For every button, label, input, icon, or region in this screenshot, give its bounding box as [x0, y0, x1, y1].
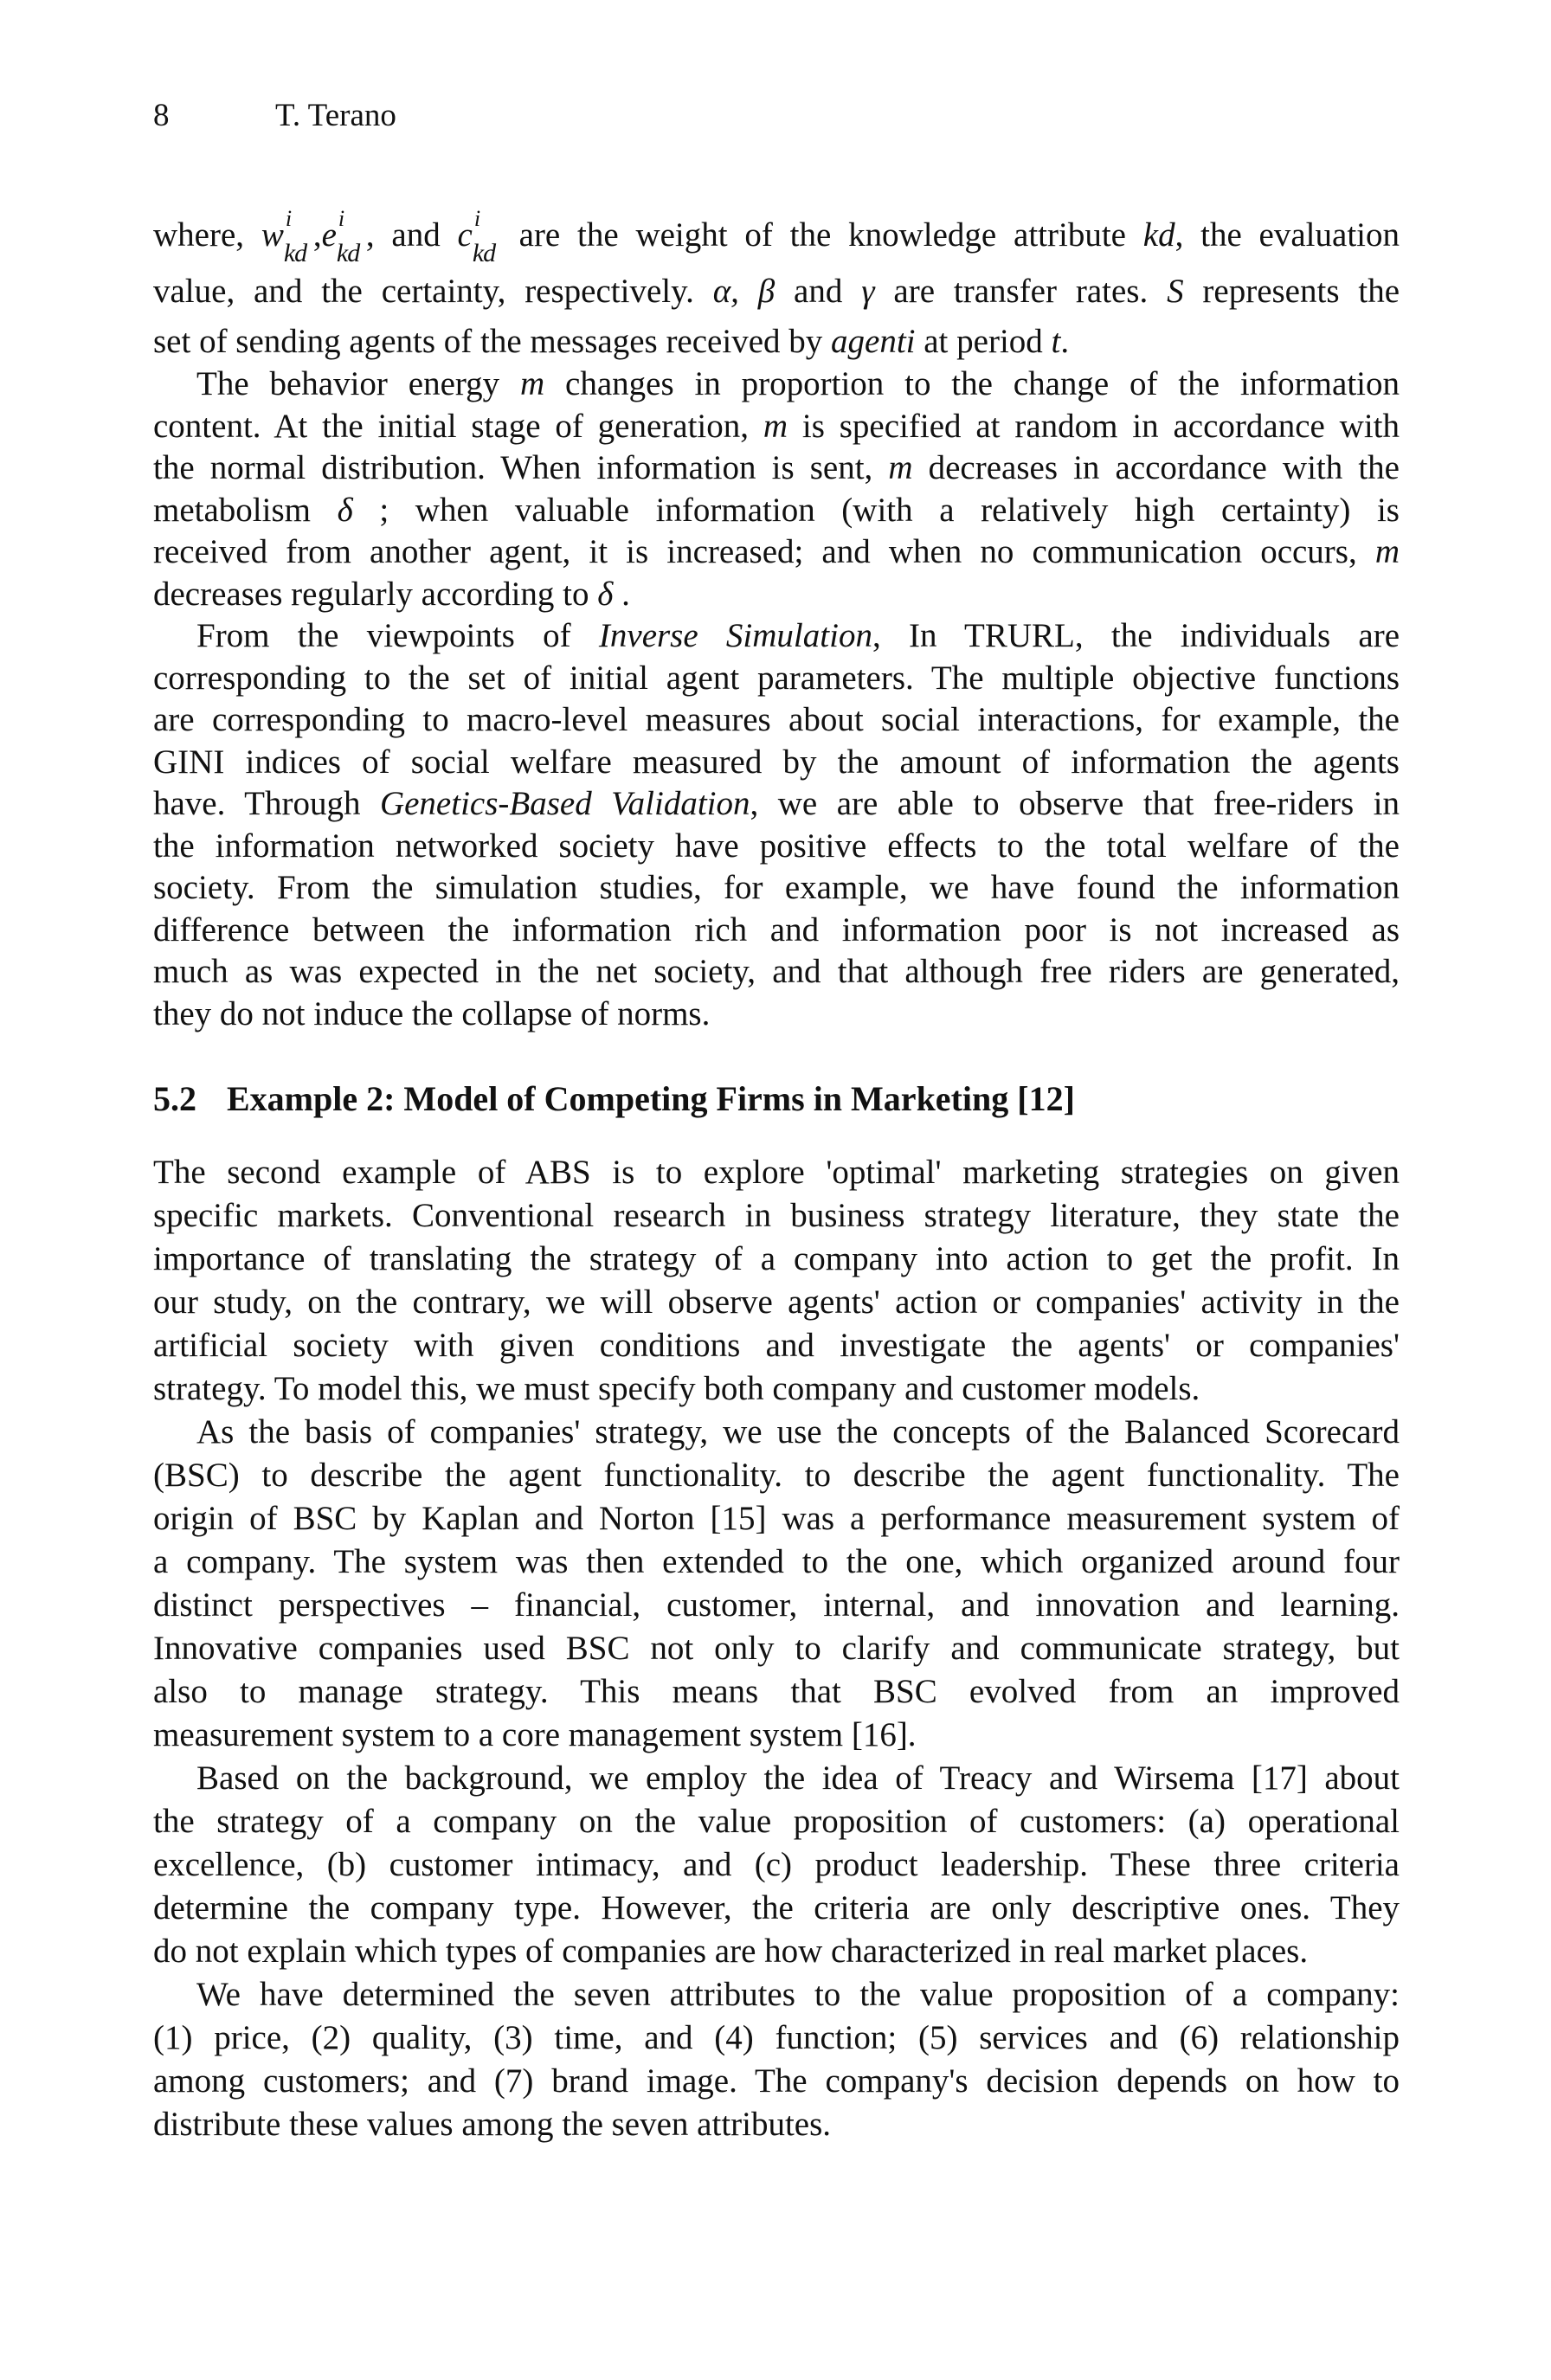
text-line — [153, 272, 1400, 312]
text-run: where, — [153, 216, 261, 254]
text-run: received from another agent, it is increased; and when no communication occurs, — [153, 533, 1375, 570]
italic-text: agenti — [831, 323, 916, 360]
text-run: , we are able to observe that free-riders in — [750, 785, 1400, 822]
math-variable: e — [321, 216, 337, 254]
superscript: i — [473, 206, 481, 231]
text-run: , the evaluation — [1175, 216, 1400, 254]
italic-text: Inverse Simulation — [598, 617, 872, 654]
italic-text: m — [1374, 533, 1400, 570]
text-run: From the viewpoints of — [196, 617, 599, 654]
section-number: 5.2 — [153, 1079, 196, 1118]
text-run: . — [613, 575, 630, 613]
text-run: Based on the background, we employ the idea of Treacy and Wirsema [17] about — [196, 1759, 1400, 1797]
text-run: difference between the information rich and information poor is not increased as — [153, 910, 1400, 949]
text-line — [153, 784, 1400, 824]
text-run: among customers; and (7) brand image. The company's decision depends on how to — [153, 2062, 1400, 2100]
page-number: 8 — [153, 98, 170, 133]
subscript: kd — [283, 239, 307, 267]
text-line — [153, 575, 1400, 614]
text-line — [153, 2018, 1400, 2058]
text-line — [153, 1239, 1400, 1279]
text-run: , and — [365, 216, 458, 254]
text-run: are the weight of the knowledge attribute — [501, 216, 1143, 254]
text-run: origin of BSC by Kaplan and Norton [15] was a performance measurement system of — [153, 1500, 1400, 1537]
subscript: kd — [336, 239, 360, 267]
text-run: distribute these values among the seven attributes. — [153, 2106, 832, 2143]
italic-text: kd — [1142, 216, 1175, 254]
text-run: society. From the simulation studies, for example, we have found the information — [153, 869, 1400, 906]
subscript: kd — [472, 239, 496, 267]
text-line — [153, 1456, 1400, 1496]
text-line — [153, 700, 1400, 740]
text-line — [153, 1369, 1400, 1409]
text-run: also to manage strategy. This means that BSC evolved from an improved — [153, 1673, 1400, 1710]
math-symbol: δ — [337, 491, 353, 529]
text-run: have. Through — [153, 785, 380, 822]
text-line — [196, 1759, 1400, 1798]
text-run: and — [775, 273, 862, 310]
running-head-author: T. Terano — [275, 98, 396, 133]
italic-text: m — [763, 407, 788, 445]
text-run: is specified at random in accordance with — [788, 407, 1400, 445]
text-run: value, and the certainty, respectively. — [153, 273, 713, 310]
text-run: excellence, (b) customer intimacy, and (c) product leadership. These three criteria — [153, 1846, 1400, 1883]
text-line — [153, 1153, 1400, 1193]
italic-text: m — [520, 365, 545, 402]
text-run: distinct perspectives – financial, customer, internal, and innovation and learning. — [153, 1586, 1400, 1624]
text-line — [153, 1672, 1400, 1712]
superscript: i — [338, 206, 345, 231]
text-run: are transfer rates. — [874, 273, 1168, 310]
text-line — [196, 1975, 1400, 2015]
text-run: are corresponding to macro-level measures about social interactions, for example, the — [153, 701, 1400, 738]
math-variable: c — [457, 216, 473, 254]
text-run: (1) price, (2) quality, (3) time, and (4) function; (5) services and (6) relationship — [153, 2019, 1400, 2056]
text-line — [153, 1715, 1400, 1755]
text-line — [153, 407, 1400, 447]
text-run: corresponding to the set of initial agent parameters. The multiple objective functions — [153, 659, 1400, 697]
text-run: (BSC) to describe the agent functionality. to describe the agent functionality. The — [153, 1457, 1400, 1494]
math-symbol: γ — [861, 273, 875, 310]
text-run: set of sending agents of the messages received by — [153, 323, 832, 360]
superscript: i — [285, 206, 293, 231]
text-line — [153, 1196, 1400, 1236]
text-line — [153, 322, 1400, 362]
text-run: , In TRURL, the individuals are — [872, 617, 1400, 654]
text-line — [153, 1845, 1400, 1885]
text-run: decreases regularly according to — [153, 575, 598, 613]
text-run: do not explain which types of companies are how characterized in real market places. — [153, 1933, 1309, 1970]
text-run: the normal distribution. When information is sent, — [153, 449, 889, 486]
text-line — [153, 659, 1400, 698]
text-line — [153, 868, 1400, 908]
text-run: The behavior energy — [196, 365, 520, 402]
text-run: metabolism — [153, 491, 338, 529]
text-run: the strategy of a company on the value proposition of customers: (a) operational — [153, 1803, 1400, 1840]
text-line — [153, 910, 1400, 950]
text-run: determine the company type. However, the criteria are only descriptive ones. They — [153, 1889, 1400, 1927]
text-line — [153, 206, 1400, 267]
italic-text: S — [1167, 273, 1184, 310]
text-run: specific markets. Conventional research in business strategy literature, they state the — [153, 1197, 1400, 1234]
math-script — [472, 206, 502, 267]
text-line — [153, 1932, 1400, 1972]
italic-text: Genetics-Based Validation — [379, 785, 750, 822]
text-run: We have determined the seven attributes to the value proposition of a company: — [196, 1976, 1400, 2013]
text-run: . — [1060, 323, 1070, 360]
math-script — [283, 206, 313, 267]
text-line — [196, 364, 1400, 404]
text-run: measurement system to a core management system [16]. — [153, 1716, 917, 1753]
text-line — [153, 2105, 1400, 2145]
text-run: changes in proportion to the change of the information — [544, 365, 1400, 402]
text-run: decreases in accordance with the — [912, 449, 1400, 486]
text-line — [153, 1499, 1400, 1539]
text-run: ; when valuable information (with a relatively high certainty) is — [352, 491, 1400, 529]
text-run: the information networked society have positive effects to the total welfare of the — [153, 827, 1400, 865]
math-symbol: α, β — [712, 273, 776, 310]
section-title: Example 2: Model of Competing Firms in Marketing [12] — [227, 1079, 1075, 1118]
text-run: artificial society with given conditions and investigate the agents' or companies' — [153, 1327, 1400, 1364]
text-run: at period — [915, 323, 1052, 360]
text-line — [153, 2062, 1400, 2101]
text-line — [153, 1326, 1400, 1366]
text-line — [153, 743, 1400, 782]
text-line — [153, 1542, 1400, 1582]
text-run: , — [312, 216, 322, 254]
text-line — [196, 616, 1400, 656]
text-line — [196, 1412, 1400, 1452]
text-run: As the basis of companies' strategy, we use the concepts of the Balanced Scorecard — [196, 1413, 1400, 1451]
text-run: Innovative companies used BSC not only to clarify and communicate strategy, but — [153, 1630, 1400, 1667]
text-line — [153, 1888, 1400, 1928]
text-run: much as was expected in the net society, and that although free riders are generated, — [153, 953, 1400, 990]
text-line — [153, 1586, 1400, 1625]
text-run: they do not induce the collapse of norms. — [153, 994, 711, 1032]
text-line — [153, 994, 1400, 1034]
italic-text: t — [1051, 323, 1061, 360]
text-line — [153, 448, 1400, 488]
italic-text: m — [888, 449, 913, 486]
math-symbol: δ — [597, 575, 614, 613]
text-line — [153, 491, 1400, 531]
text-line — [153, 1802, 1400, 1842]
text-run: our study, on the contrary, we will observe agents' action or companies' activity in the — [153, 1283, 1400, 1321]
text-run: content. At the initial stage of generation, — [153, 407, 763, 445]
text-run: The second example of ABS is to explore 'optimal' marketing strategies on given — [153, 1154, 1400, 1191]
text-line — [153, 1283, 1400, 1322]
text-run: importance of translating the strategy of a company into action to get the profit. In — [153, 1240, 1400, 1277]
text-run: a company. The system was then extended to the one, which organized around four — [153, 1543, 1400, 1580]
text-run: strategy. To model this, we must specify both company and customer models. — [153, 1370, 1200, 1407]
text-line — [153, 827, 1400, 866]
text-run: represents the — [1183, 273, 1400, 310]
text-line — [153, 532, 1400, 572]
text-run: GINI indices of social welfare measured by the amount of information the agents — [153, 743, 1400, 781]
math-script — [336, 206, 366, 267]
text-line — [153, 1629, 1400, 1669]
math-variable: w — [261, 216, 284, 254]
text-line — [153, 952, 1400, 992]
